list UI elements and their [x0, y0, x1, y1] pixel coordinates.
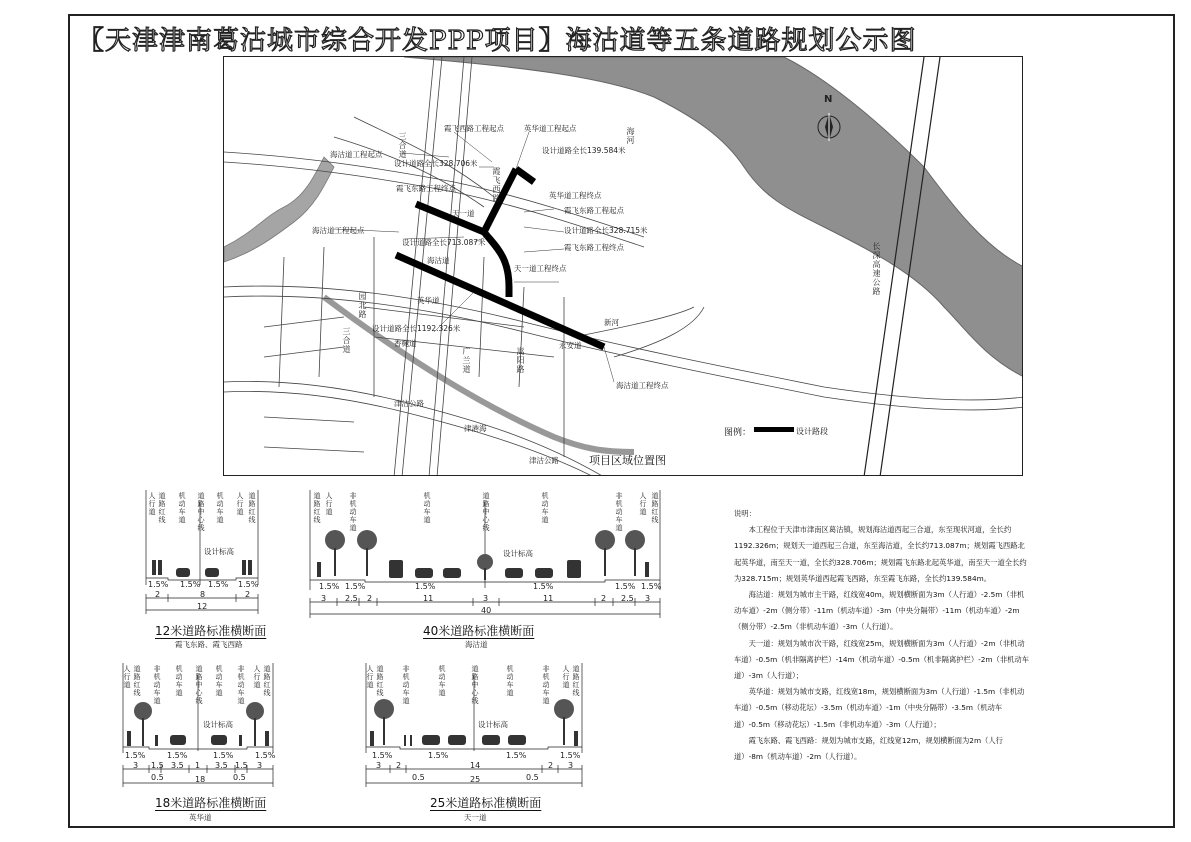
section-label: 人行道: [253, 665, 261, 689]
section-title: 18米道路标准横断面: [155, 796, 267, 810]
section-label: 道路红线: [313, 492, 321, 524]
dimension: 3.5: [215, 761, 228, 770]
section-label: 人行道: [366, 665, 374, 689]
dimension: 1.5: [151, 761, 164, 770]
dimension: 8: [200, 590, 206, 599]
road-name: 三合道: [342, 327, 351, 354]
section-label: 人行道: [123, 665, 131, 689]
notes-block: [734, 506, 1029, 765]
design-elevation-label: 设计标高: [203, 720, 233, 729]
map-label: 设计道路全长1192.326米: [372, 324, 461, 333]
slope-label: 1.5%: [148, 580, 169, 589]
river-name: 海河: [626, 127, 635, 145]
map-label: 海沽道工程起点: [312, 226, 365, 235]
dimension: 2: [155, 590, 161, 599]
slope-label: 1.5%: [213, 751, 234, 760]
section-label: 道路红线: [376, 665, 384, 697]
dimension: 0.5: [526, 773, 539, 782]
dimension: 2: [396, 761, 402, 770]
road-name: 永安道: [559, 341, 582, 350]
section-label: 道路红线: [651, 492, 659, 524]
section-label: 道路中心线: [195, 665, 203, 705]
section-40m: [305, 490, 670, 650]
dimension: 1.5: [235, 761, 248, 770]
river-branch: [224, 157, 334, 262]
dimension: 3: [133, 761, 139, 770]
dimension: 14: [470, 761, 481, 770]
slope-label: 1.5%: [428, 751, 449, 760]
slope-label: 1.5%: [615, 582, 636, 591]
dimension: 2: [601, 594, 607, 603]
road-name: 新河: [604, 318, 619, 327]
design-elevation-label: 设计标高: [204, 547, 234, 556]
notes-heading: 说明：: [734, 509, 756, 518]
dimension: 3: [483, 594, 489, 603]
section-label: 机动车道: [175, 665, 183, 697]
slope-label: 1.5%: [533, 582, 554, 591]
road-name: 广兰道: [462, 347, 471, 374]
dimension: 3.5: [171, 761, 184, 770]
notes-paragraph: 本工程位于天津市津南区葛沽镇，规划海沽道西起三合道，东至现状河道，全长约1192.326m；规划天一道西起三合道，东至海沽道，全长约713.087m；规划霞飞西路北起英华道，南至天一道，全长约328.706m；规划霞飞东路北起英华道，南至天一道全长约为328.715m；规划英华道西起霞飞西路，东至霞飞东路，全长约139.584m。: [734, 525, 1027, 583]
map-label: 海沽道工程终点: [616, 381, 669, 390]
section-label: 机动车道: [216, 492, 224, 524]
section-label: 道路中心线: [197, 492, 205, 532]
notes-paragraph: 海沽道：规划为城市主干路，红线宽40m，规划横断面为3m（人行道）-2.5m（非机动车道）-2m（侧分带）-11m（机动车道）-3m（中央分隔带）-11m（机动车道）-2m（侧分带）-2.5m（非机动车道）-3m（人行道）。: [734, 590, 1025, 632]
road-name: 海沽道: [427, 256, 450, 265]
slope-label: 1.5%: [125, 751, 146, 760]
slope-label: 1.5%: [372, 751, 393, 760]
dimension-total: 18: [195, 775, 206, 784]
map-label: 霞飞西路工程起点: [444, 124, 504, 133]
slope-label: 1.5%: [560, 751, 581, 760]
map-label: 设计道路全长139.584米: [542, 146, 626, 155]
notes-paragraph: 英华道：规划为城市支路，红线宽18m，规划横断面为3m（人行道）-1.5m（非机动车道）-0.5m（移动花坛）-3.5m（机动车道）-1m（中央分隔带）-3.5m（机动车道）-0.5m（移动花坛）-1.5m（非机动车道）-3m（人行道）；: [734, 687, 1025, 729]
section-label: 机动车道: [178, 492, 186, 524]
dimension: 2: [367, 594, 373, 603]
map-label: 天一道工程终点: [514, 264, 567, 273]
section-subtitle: 霞飞东路、霞飞西路: [175, 640, 243, 649]
dimension-total: 12: [197, 602, 208, 611]
north-label: N: [824, 94, 833, 105]
slope-label: 1.5%: [255, 751, 276, 760]
road-name: 津沽公路: [394, 399, 424, 408]
map-label: 英华道工程终点: [549, 191, 602, 200]
slope-label: 1.5%: [641, 582, 662, 591]
dimension-total: 40: [481, 606, 492, 615]
map-label: 设计道路全长328.706米: [394, 159, 478, 168]
legend-item: 设计路段: [796, 427, 828, 436]
section-18m: [115, 663, 280, 823]
slope-label: 1.5%: [167, 751, 188, 760]
notes-paragraph: 天一道：规划为城市次干路，红线宽25m，规划横断面为3m（人行道）-2m（非机动车道）-0.5m（机非隔离护栏）-14m（机动车道）-0.5m（机非隔离护栏）-2m（非机动车道）-3m（人行道）；: [734, 638, 1030, 681]
section-title: 12米道路标准横断面: [155, 624, 267, 638]
section-25m: [360, 663, 590, 823]
section-label: 非机动车道: [349, 492, 357, 532]
map-caption: 项目区域位置图: [589, 454, 666, 467]
haihe-river: [404, 57, 1023, 377]
slope-label: 1.5%: [415, 582, 436, 591]
section-subtitle: 海沽道: [465, 640, 488, 649]
map-label: 海沽道工程起点: [330, 150, 383, 159]
section-label: 非机动车道: [615, 492, 623, 532]
drawing-title: 〖天津津南葛沽城市综合开发PPP项目〗海沽道等五条道路规划公示图: [78, 26, 917, 56]
location-map: [223, 56, 1023, 476]
section-label: 人行道: [325, 492, 333, 516]
map-drawing: [224, 57, 1023, 476]
notes-paragraph: 霞飞东路、霞飞西路：规划为城市支路，红线宽12m，规划横断面为2m（人行道）-8m（机动车道）-2m（人行道）。: [734, 735, 1003, 762]
dimension: 2: [245, 590, 251, 599]
dimension: 2.5: [621, 594, 634, 603]
section-label: 道路红线: [572, 665, 580, 697]
dimension: 0.5: [151, 773, 164, 782]
section-12m: [140, 490, 265, 650]
section-subtitle: 天一道: [464, 813, 487, 822]
map-label: 设计道路全长328.715米: [564, 226, 648, 235]
section-subtitle: 英华道: [189, 813, 212, 822]
dimension: 3: [321, 594, 327, 603]
section-label: 人行道: [562, 665, 570, 689]
road-name: 嵩阳路: [516, 347, 525, 374]
section-label: 非机动车道: [542, 665, 550, 705]
map-label: 霞飞东路工程终点: [564, 243, 624, 252]
road-name: 园北路: [358, 292, 367, 319]
design-elevation-label: 设计标高: [478, 720, 508, 729]
dimension: 3: [376, 761, 382, 770]
road-name: 霞飞西路: [492, 167, 501, 203]
dimension: 3: [568, 761, 574, 770]
dimension: 0.5: [233, 773, 246, 782]
map-label: 英华道工程起点: [524, 124, 577, 133]
dimension: 11: [423, 594, 434, 603]
map-label: 霞飞东路工程起点: [564, 206, 624, 215]
design-elevation-label: 设计标高: [503, 549, 533, 558]
slope-label: 1.5%: [180, 580, 201, 589]
section-label: 机动车道: [423, 492, 431, 524]
road-name: 长深高速公路: [872, 242, 881, 296]
dimension: 11: [543, 594, 554, 603]
section-label: 人行道: [639, 492, 647, 516]
slope-label: 1.5%: [345, 582, 366, 591]
section-label: 非机动车道: [153, 665, 161, 705]
road-name: 津沽公路: [529, 456, 559, 465]
section-label: 机动车道: [541, 492, 549, 524]
road-name: 三合道: [398, 132, 407, 159]
section-label: 道路中心线: [482, 492, 490, 532]
legend-label: 图例：: [724, 428, 752, 438]
section-label: 非机动车道: [237, 665, 245, 705]
section-label: 机动车道: [506, 665, 514, 697]
slope-label: 1.5%: [506, 751, 527, 760]
section-label: 非机动车道: [402, 665, 410, 705]
dimension: 2.5: [345, 594, 358, 603]
dimension: 3: [645, 594, 651, 603]
road-name: 天一道: [452, 209, 475, 218]
dimension: 1: [195, 761, 201, 770]
dimension: 0.5: [412, 773, 425, 782]
section-label: 机动车道: [438, 665, 446, 697]
section-label: 机动车道: [215, 665, 223, 697]
section-title: 40米道路标准横断面: [423, 624, 535, 638]
slope-label: 1.5%: [208, 580, 229, 589]
section-label: 道路红线: [263, 665, 271, 697]
map-label: 设计道路全长713.087米: [402, 238, 486, 247]
section-label: 道路中心线: [471, 665, 479, 705]
section-label: 道路红线: [248, 492, 256, 524]
slope-label: 1.5%: [319, 582, 340, 591]
legend-swatch: [754, 427, 794, 432]
dimension: 3: [257, 761, 263, 770]
map-label: 霞飞东路工程终点: [396, 184, 456, 193]
dimension-total: 25: [470, 775, 481, 784]
dimension: 2: [548, 761, 554, 770]
section-label: 人行道: [148, 492, 156, 516]
section-title: 25米道路标准横断面: [430, 796, 542, 810]
slope-label: 1.5%: [238, 580, 259, 589]
road-name: 津港海: [464, 424, 487, 433]
section-label: 道路红线: [158, 492, 166, 524]
section-label: 人行道: [236, 492, 244, 516]
road-name: 英华道: [417, 296, 440, 305]
road-name: 香樾道: [394, 339, 417, 348]
section-label: 道路红线: [133, 665, 141, 697]
